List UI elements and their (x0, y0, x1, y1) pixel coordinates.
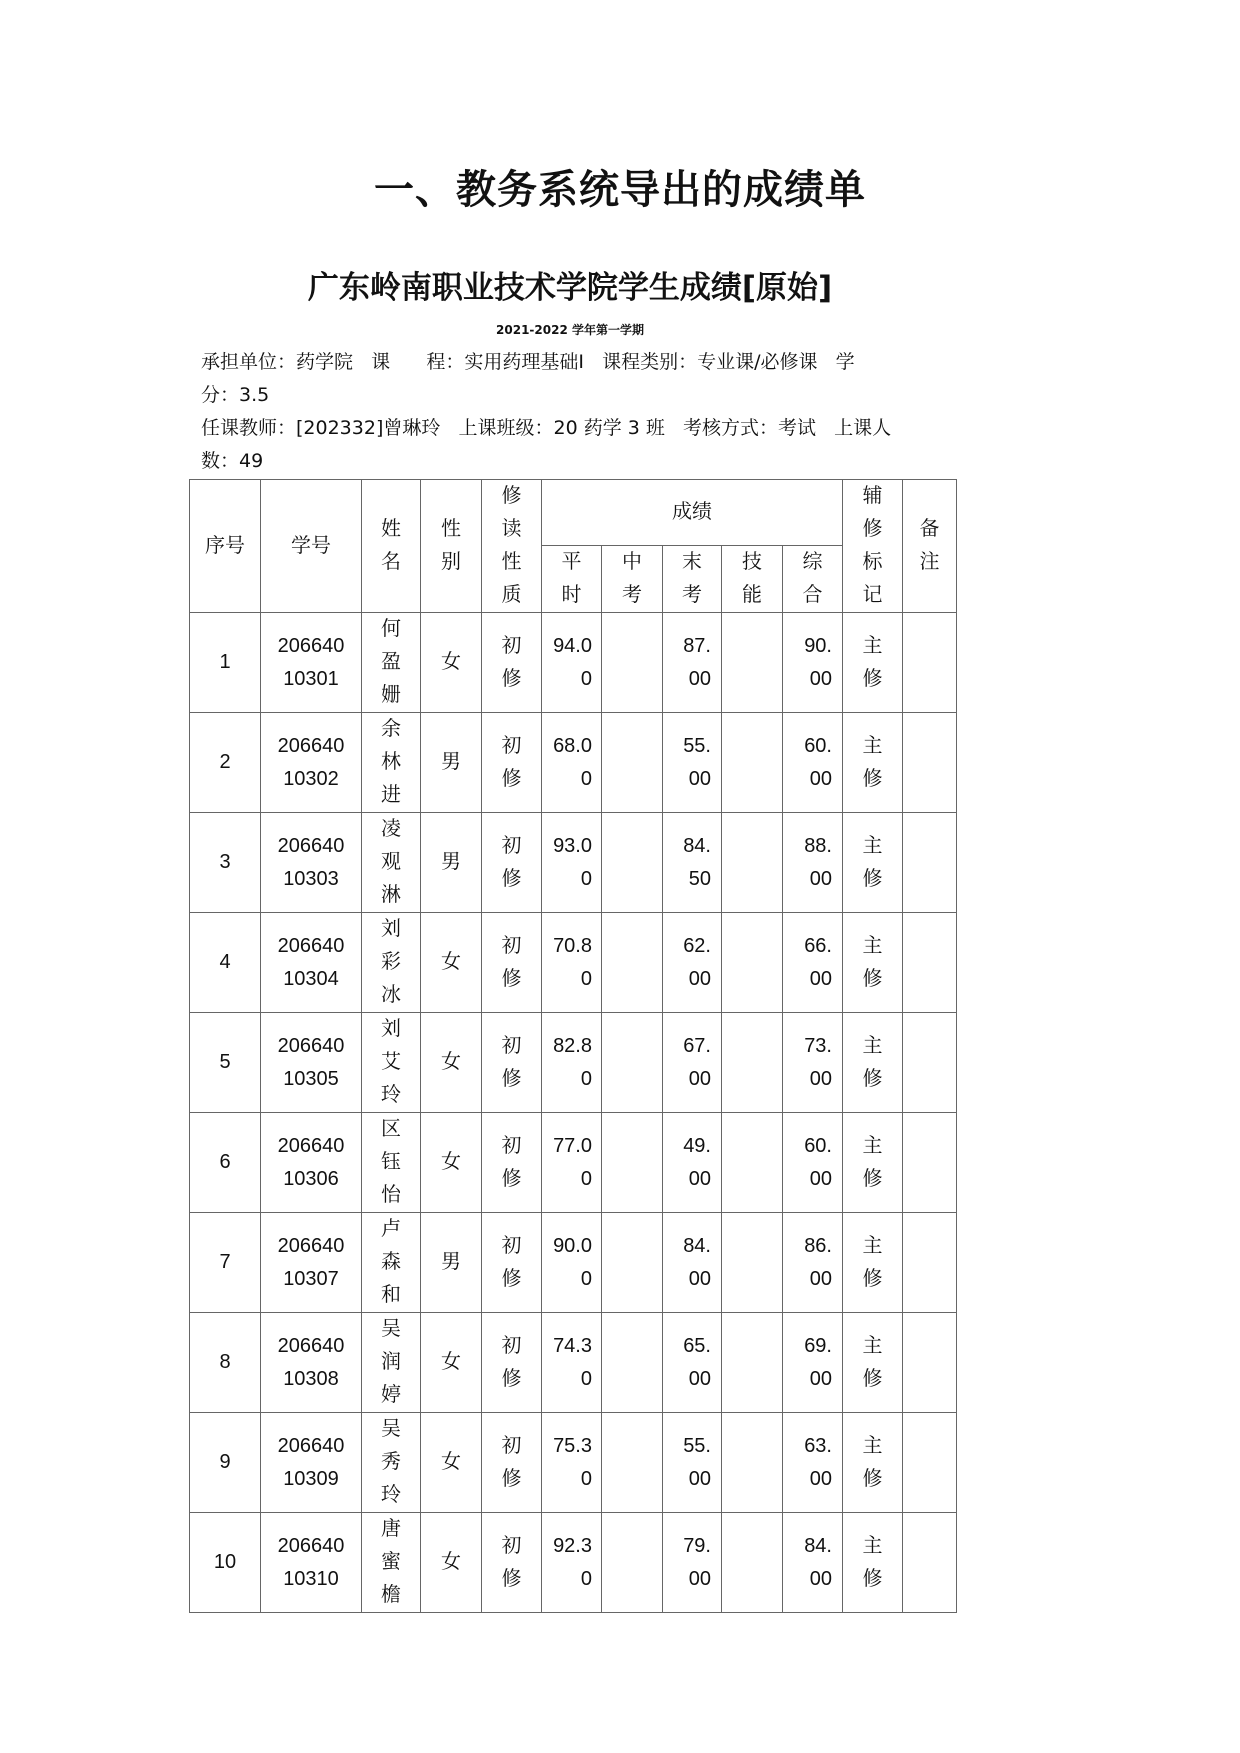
cell-study-type: 初修 (482, 1113, 542, 1213)
cell-final: 79.00 (663, 1513, 722, 1613)
cell-usual: 74.30 (542, 1313, 602, 1413)
cell-seq: 3 (190, 813, 261, 913)
cell-midterm (602, 1513, 663, 1613)
cell-midterm (602, 913, 663, 1013)
cell-seq: 2 (190, 713, 261, 813)
cell-seq: 5 (190, 1013, 261, 1113)
cell-minor-flag: 主修 (843, 1013, 903, 1113)
cell-usual: 77.00 (542, 1113, 602, 1213)
cell-seq: 4 (190, 913, 261, 1013)
table-row (190, 913, 957, 1013)
cell-skill (722, 1213, 783, 1313)
cell-skill (722, 1313, 783, 1413)
cell-skill (722, 1013, 783, 1113)
cell-id: 20664010304 (261, 913, 362, 1013)
cell-name: 卢森和 (362, 1213, 421, 1313)
cell-seq: 7 (190, 1213, 261, 1313)
term-label: 2021-2022 学年第一学期 (496, 323, 644, 337)
cell-id: 20664010308 (261, 1313, 362, 1413)
cell-remark (903, 1313, 957, 1413)
cell-remark (903, 1413, 957, 1513)
cell-id: 20664010301 (261, 613, 362, 713)
header-scores: 成绩 (542, 480, 843, 546)
cell-skill (722, 913, 783, 1013)
cell-remark (903, 1113, 957, 1213)
cell-seq: 6 (190, 1113, 261, 1213)
cell-name: 刘彩冰 (362, 913, 421, 1013)
header-minor-flag: 辅修标记 (843, 480, 903, 613)
table-row (190, 1313, 957, 1413)
table-row (190, 813, 957, 913)
cell-overall: 63.00 (783, 1413, 843, 1513)
cell-overall: 66.00 (783, 913, 843, 1013)
cell-gender: 男 (421, 813, 482, 913)
header-gender: 性别 (421, 480, 482, 613)
cell-gender: 女 (421, 1513, 482, 1613)
cell-final: 55.00 (663, 1413, 722, 1513)
cell-remark (903, 713, 957, 813)
cell-minor-flag: 主修 (843, 813, 903, 913)
header-study-type: 修读性质 (482, 480, 542, 613)
cell-gender: 男 (421, 713, 482, 813)
table-row (190, 1513, 957, 1613)
table-row (190, 713, 957, 813)
cell-gender: 男 (421, 1213, 482, 1313)
cell-midterm (602, 1013, 663, 1113)
cell-minor-flag: 主修 (843, 1313, 903, 1413)
cell-name: 唐蜜檐 (362, 1513, 421, 1613)
cell-id: 20664010305 (261, 1013, 362, 1113)
cell-overall: 73.00 (783, 1013, 843, 1113)
cell-overall: 90.00 (783, 613, 843, 713)
cell-skill (722, 613, 783, 713)
cell-overall: 84.00 (783, 1513, 843, 1613)
cell-study-type: 初修 (482, 613, 542, 713)
cell-final: 62.00 (663, 913, 722, 1013)
header-usual: 平时 (542, 546, 602, 613)
cell-id: 20664010306 (261, 1113, 362, 1213)
header-remark: 备注 (903, 480, 957, 613)
cell-minor-flag: 主修 (843, 1113, 903, 1213)
cell-midterm (602, 613, 663, 713)
cell-skill (722, 1513, 783, 1613)
cell-final: 87.00 (663, 613, 722, 713)
cell-usual: 68.00 (542, 713, 602, 813)
cell-skill (722, 1413, 783, 1513)
cell-midterm (602, 1113, 663, 1213)
cell-study-type: 初修 (482, 1213, 542, 1313)
cell-minor-flag: 主修 (843, 1513, 903, 1613)
cell-remark (903, 1513, 957, 1613)
cell-name: 区钰怡 (362, 1113, 421, 1213)
cell-seq: 10 (190, 1513, 261, 1613)
header-overall: 综合 (783, 546, 843, 613)
cell-usual: 92.30 (542, 1513, 602, 1613)
header-skill: 技能 (722, 546, 783, 613)
cell-name: 吴秀玲 (362, 1413, 421, 1513)
table-row (190, 1413, 957, 1513)
cell-final: 67.00 (663, 1013, 722, 1113)
cell-usual: 75.30 (542, 1413, 602, 1513)
header-name: 姓名 (362, 480, 421, 613)
cell-remark (903, 913, 957, 1013)
grade-table (189, 479, 957, 1613)
cell-midterm (602, 1213, 663, 1313)
course-info-line: 分：3.5 (201, 384, 270, 406)
cell-minor-flag: 主修 (843, 713, 903, 813)
section-heading: 一、教务系统导出的成绩单 (374, 167, 866, 213)
table-row (190, 1113, 957, 1213)
cell-overall: 60.00 (783, 1113, 843, 1213)
cell-minor-flag: 主修 (843, 613, 903, 713)
table-row (190, 1213, 957, 1313)
table-row (190, 613, 957, 713)
cell-id: 20664010302 (261, 713, 362, 813)
cell-study-type: 初修 (482, 813, 542, 913)
cell-study-type: 初修 (482, 713, 542, 813)
course-info-line: 任课教师：[202332]曾琳玲 上课班级：20 药学 3 班 考核方式：考试 上课人 (201, 417, 892, 439)
cell-gender: 女 (421, 1413, 482, 1513)
cell-remark (903, 813, 957, 913)
cell-seq: 8 (190, 1313, 261, 1413)
cell-final: 84.00 (663, 1213, 722, 1313)
cell-midterm (602, 713, 663, 813)
header-final: 末考 (663, 546, 722, 613)
cell-name: 余林进 (362, 713, 421, 813)
cell-minor-flag: 主修 (843, 913, 903, 1013)
cell-final: 55.00 (663, 713, 722, 813)
cell-gender: 女 (421, 913, 482, 1013)
cell-gender: 女 (421, 613, 482, 713)
cell-midterm (602, 1413, 663, 1513)
cell-remark (903, 1013, 957, 1113)
cell-seq: 9 (190, 1413, 261, 1513)
cell-name: 何盈姗 (362, 613, 421, 713)
cell-remark (903, 1213, 957, 1313)
cell-seq: 1 (190, 613, 261, 713)
header-midterm: 中考 (602, 546, 663, 613)
cell-midterm (602, 813, 663, 913)
cell-name: 吴润婷 (362, 1313, 421, 1413)
cell-overall: 60.00 (783, 713, 843, 813)
cell-overall: 86.00 (783, 1213, 843, 1313)
cell-midterm (602, 1313, 663, 1413)
cell-usual: 94.00 (542, 613, 602, 713)
header-id: 学号 (261, 480, 362, 613)
cell-minor-flag: 主修 (843, 1413, 903, 1513)
cell-overall: 88.00 (783, 813, 843, 913)
cell-skill (722, 713, 783, 813)
cell-name: 刘艾玲 (362, 1013, 421, 1113)
cell-study-type: 初修 (482, 1013, 542, 1113)
cell-id: 20664010309 (261, 1413, 362, 1513)
report-title: 广东岭南职业技术学院学生成绩[原始] (307, 270, 833, 306)
cell-gender: 女 (421, 1113, 482, 1213)
cell-id: 20664010303 (261, 813, 362, 913)
cell-usual: 90.00 (542, 1213, 602, 1313)
cell-name: 凌观淋 (362, 813, 421, 913)
cell-gender: 女 (421, 1013, 482, 1113)
table-row (190, 1013, 957, 1113)
cell-study-type: 初修 (482, 913, 542, 1013)
cell-id: 20664010310 (261, 1513, 362, 1613)
header-seq: 序号 (190, 480, 261, 613)
cell-study-type: 初修 (482, 1413, 542, 1513)
cell-usual: 93.00 (542, 813, 602, 913)
cell-final: 49.00 (663, 1113, 722, 1213)
course-info-line: 承担单位：药学院 课 程：实用药理基础Ⅰ 课程类别：专业课/必修课 学 (201, 351, 855, 373)
cell-final: 65.00 (663, 1313, 722, 1413)
cell-study-type: 初修 (482, 1513, 542, 1613)
cell-minor-flag: 主修 (843, 1213, 903, 1313)
cell-remark (903, 613, 957, 713)
cell-overall: 69.00 (783, 1313, 843, 1413)
cell-skill (722, 1113, 783, 1213)
cell-final: 84.50 (663, 813, 722, 913)
cell-usual: 70.80 (542, 913, 602, 1013)
cell-study-type: 初修 (482, 1313, 542, 1413)
cell-id: 20664010307 (261, 1213, 362, 1313)
cell-skill (722, 813, 783, 913)
cell-usual: 82.80 (542, 1013, 602, 1113)
cell-gender: 女 (421, 1313, 482, 1413)
course-info-line: 数：49 (201, 450, 264, 472)
